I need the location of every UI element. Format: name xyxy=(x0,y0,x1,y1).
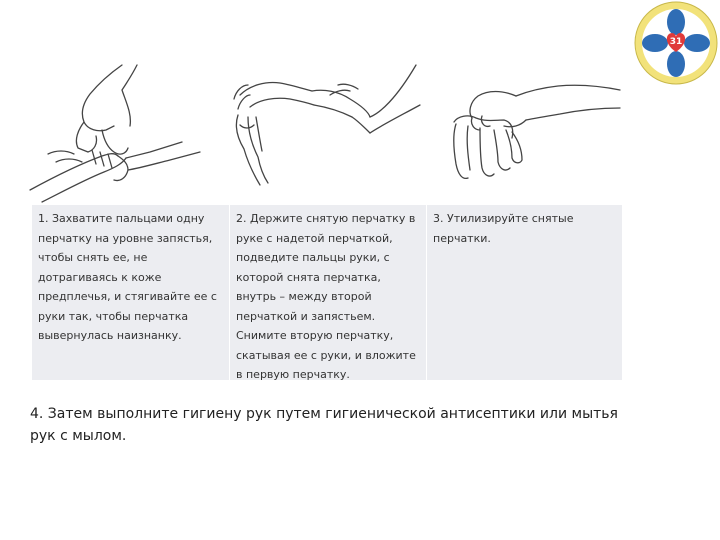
step-4-text: 4. Затем выполните гигиену рук путем гигиенической антисептики или мытья рук с мылом. xyxy=(30,406,618,444)
step-1-text: 1. Захватите пальцами одну перчатку на уровне запястья, чтобы снять ее, не дотрагиваясь к коже предплечья, и стягивайте ее с руки так, чтобы перчатка вывернулась наизнанку. xyxy=(38,212,217,342)
clinic-logo-icon xyxy=(633,0,719,86)
steps-table xyxy=(32,205,622,380)
glove-removal-step3-illustration xyxy=(440,60,630,190)
logo-number: 31 xyxy=(669,37,683,47)
glove-removal-step2-illustration xyxy=(220,55,430,200)
step-3-text: 3. Утилизируйте снятые перчатки. xyxy=(426,205,622,389)
step-2-text: 2. Держите снятую перчатку в руке с надетой перчаткой, подведите пальцы руки, с которой снята перчатка, внутрь – между второй перчаткой и запястьем. Снимите вторую перчатку, скатывая ее с руки, и вложите в первую перчатку. xyxy=(229,205,426,389)
glove-removal-step1-illustration xyxy=(22,60,222,205)
